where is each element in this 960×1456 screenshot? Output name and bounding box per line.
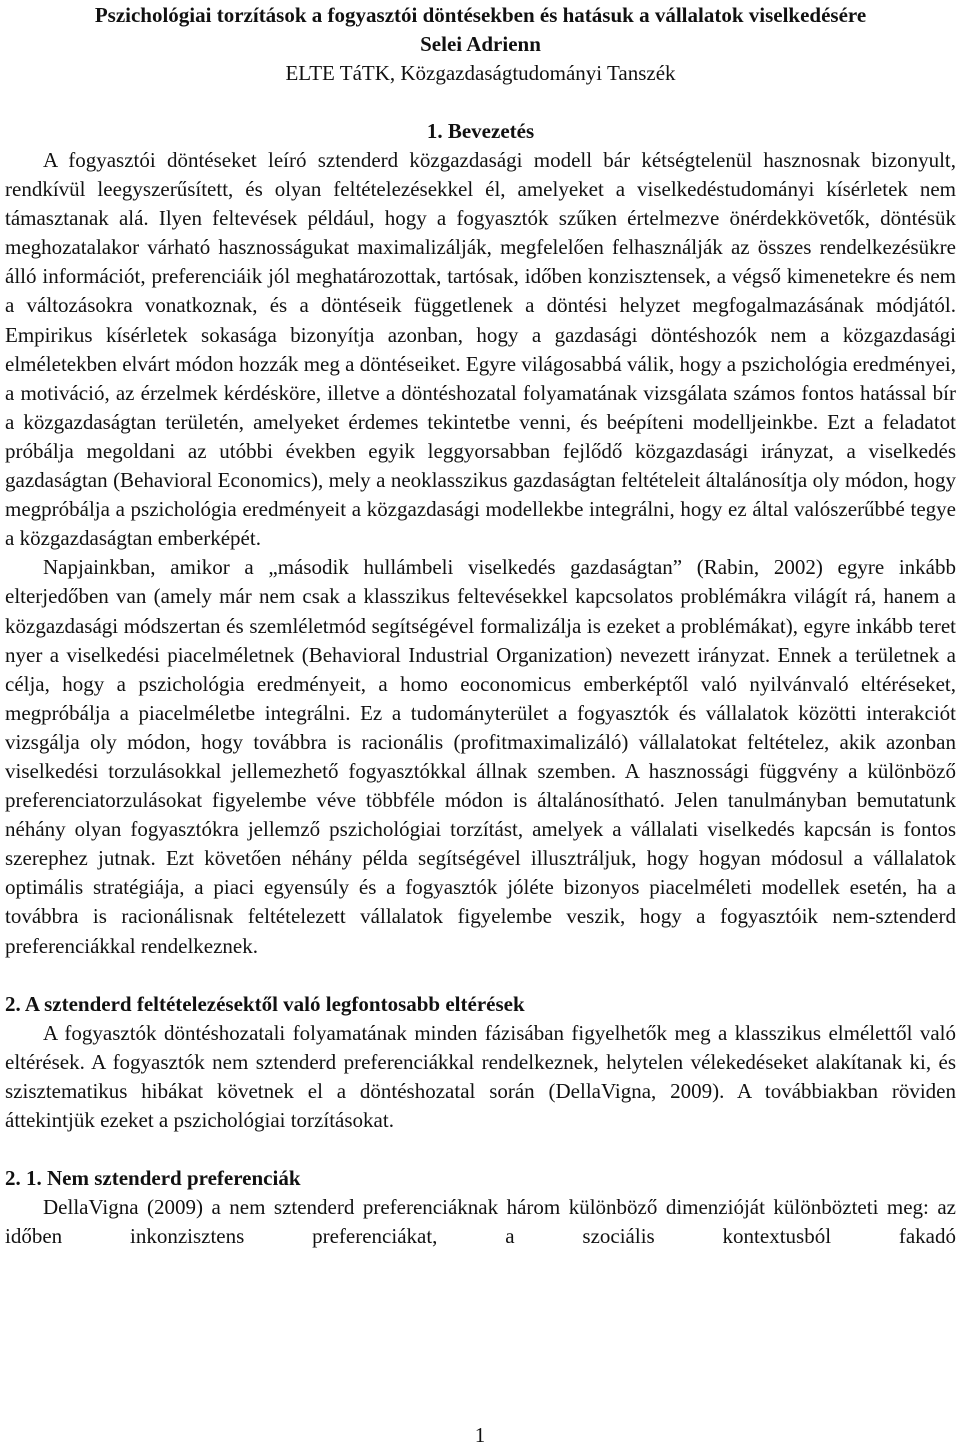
paragraph: DellaVigna (2009) a nem sztenderd preferenciáknak három különböző dimenzióját különbözteti meg: az időben inkonzisztens preferenciákat, a szociális kontextusból fakadó [5, 1195, 956, 1249]
paragraph: A fogyasztói döntéseket leíró sztenderd közgazdasági modell bár kétségtelenül hasznosnak bizonyult, rendkívül leegyszerűsített, és olyan feltételezésekkel él, amelyeket a viselkedéstudományi kísérletek nem támasztanak alá. Ilyen feltevések például, hogy a fogyasztók szűken értelmezve önérdekkövetők, döntésük meghozatalakor várható hasznosságukat maximalizálják, megfelelően felhasználják az összes rendelkezésükre álló információt, preferenciáik jól meghatározottak, tartósak, időben konzisztensek, a végső kimenetekre és nem a változásokra vonatkoznak, és a döntéseik függetlenek a döntési helyzet megfogalmazásának módjától. Empirikus kísérletek sokasága bizonyítja azonban, hogy a gazdasági döntéshozók nem a közgazdasági elméletekben elvárt módon hozzák meg a döntéseiket. Egyre világosabbá válik, hogy a pszichológia eredményei, a motiváció, az érzelmek kérdésköre, illetve a döntéshozatal folyamatának vizsgálata számos fontos hatással bír a közgazdaságtan területén, amelyeket érdemes tekintetbe venni, és beépíteni modelljeinkbe. Ezt a feladatot próbálja megoldani az utóbbi években egyik leggyorsabban fejlődő közgazdasági irányzat, a viselkedés gazdaságtan (Behavioral Economics), mely a neoklasszikus gazdaságtan feltételeit általánosítja oly módon, hogy megpróbálja a pszichológia eredményeit a közgazdasági modellekbe integrálni, hogy ez által valószerűbbé tegye a közgazdaságtan emberképét. [5, 148, 956, 551]
affiliation: ELTE TáTK, Közgazdaságtudományi Tanszék [285, 61, 676, 85]
spacer [5, 1135, 956, 1164]
paper-title: Pszichológiai torzítások a fogyasztói döntésekben és hatásuk a vállalatok viselkedésére [94, 3, 867, 27]
paragraph: A fogyasztók döntéshozatali folyamatának minden fázisában figyelhetők meg a klasszikus elmélettől való eltérések. A fogyasztók nem sztenderd preferenciákkal rendelkeznek, helytelen vélekedéseket alakítanak ki, és szisztematikus hibákat követnek el a döntéshozatal során (DellaVigna, 2009). A továbbiakban röviden áttekintjük ezeket a pszichológiai torzításokat. [5, 1020, 956, 1132]
section-heading-deviations: 2. A sztenderd feltételezésektől való legfontosabb eltérések [5, 991, 525, 1016]
subsection-heading-nonstandard-preferences: 2. 1. Nem sztenderd preferenciák [5, 1166, 301, 1190]
spacer [5, 961, 956, 990]
author-name: Selei Adrienn [420, 32, 541, 56]
title-block [5, 1, 956, 88]
section-heading-introduction: 1. Bevezetés [426, 119, 535, 143]
page-number: 1 [474, 1423, 486, 1447]
paragraph: Napjainkban, amikor a „második hullámbeli viselkedés gazdaságtan” (Rabin, 2002) egyre inkább elterjedőben van (amely már nem csak a klasszikus feltevésekkel kapcsolatos problémákra világít rá, hanem a közgazdasági módszertan és szemléletmód segítségével formalizálja is ezeket a problémákat), egyre inkább teret nyer a viselkedési piacelméletnek (Behavioral Industrial Organization) nevezett irányzat. Ennek a területnek a célja, hogy a pszichológia eredményeit, a homo eoconomicus emberképtől való nyilvánvaló eltéréseket, megpróbálja a piacelméletbe integrálni. Ez a tudományterület a fogyasztók és vállalatok közötti interakciót vizsgálja oly módon, hogy továbbra is racionális (profitmaximalizáló) vállalatokat feltételez, akik azonban viselkedési torzulásokkal jellemezhető fogyasztókkal állnak szemben. A hasznossági függvény a különböző preferenciatorzulásokat figyelembe véve többféle módon is általánosítható. Jelen tanulmányban bemutatunk néhány olyan fogyasztókra jellemző pszichológiai torzítást, amelyek a vállalati viselkedés kapcsán is fontos szerephez jutnak. Ezt követően néhány példa segítségével illusztráljuk, hogy hogyan módosul a vállalatok optimális stratégiája, a piaci egyensúly és a fogyasztók jóléte bizonyos piacelméleti modellek esetén, ha a továbbra is racionálisnak feltételezett vállalatok figyelembe veszik, hogy a fogyasztóik nem-sztenderd preferenciákkal rendelkeznek. [5, 555, 956, 958]
